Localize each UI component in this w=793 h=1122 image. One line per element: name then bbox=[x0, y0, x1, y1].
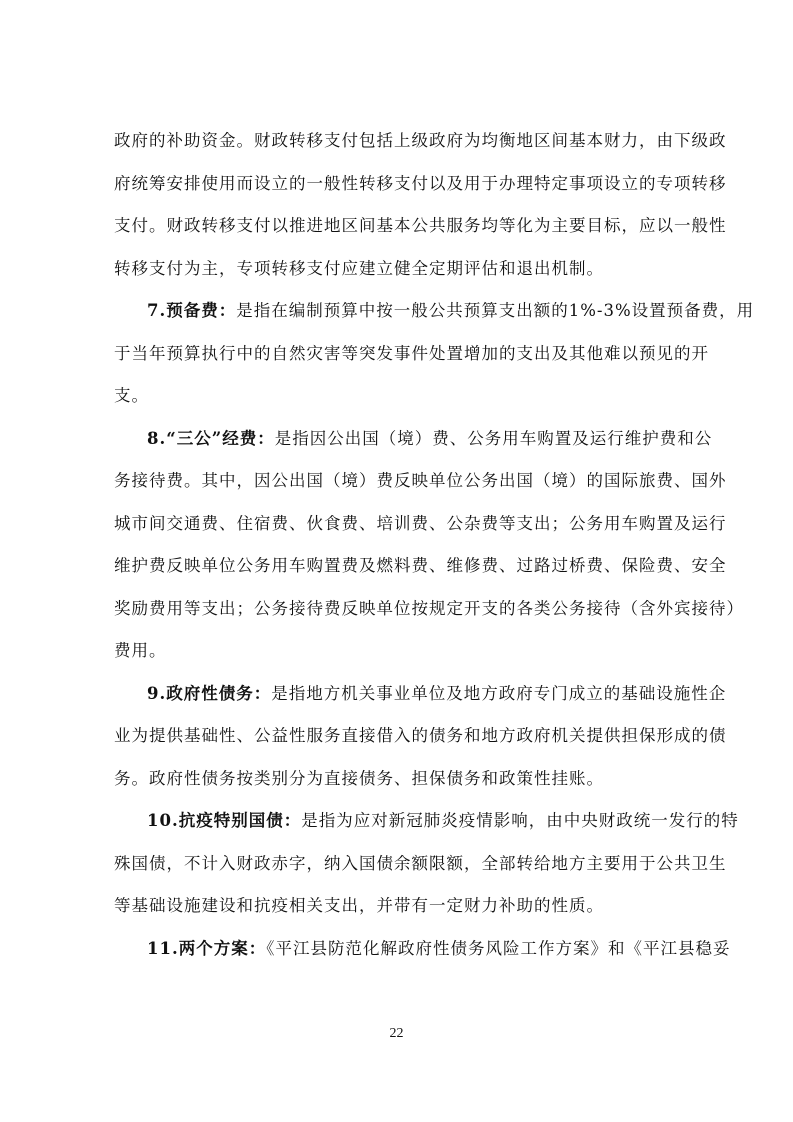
text-line bbox=[114, 545, 727, 588]
term-label: 7.预备费： bbox=[147, 301, 237, 320]
term-label: 11.两个方案： bbox=[147, 938, 267, 958]
line-text: 府统筹安排使用而设立的一般性转移支付以及用于办理特定事项设立的专项转移 bbox=[114, 173, 727, 193]
line-text: 务。政府性债务按类别分为直接债务、担保债务和政策性挂账。 bbox=[114, 768, 604, 788]
text-line bbox=[114, 715, 727, 758]
term-label: 10.抗疫特别国债： bbox=[147, 811, 302, 830]
text-line bbox=[114, 885, 680, 928]
text-line bbox=[114, 928, 731, 971]
text-line bbox=[114, 163, 727, 206]
text-line bbox=[114, 290, 755, 333]
line-text: 等基础设施建设和抗疫相关支出，并带有一定财力补助的性质。 bbox=[114, 896, 604, 915]
text-line bbox=[114, 333, 709, 376]
text-line bbox=[114, 460, 727, 503]
line-text: 于当年预算执行中的自然灾害等突发事件处置增加的支出及其他难以预见的开 bbox=[114, 343, 709, 363]
text-line bbox=[114, 758, 680, 801]
term-label: 9.政府性债务： bbox=[147, 683, 272, 703]
text-line bbox=[114, 205, 727, 248]
line-text: 政府的补助资金。财政转移支付包括上级政府为均衡地区间基本财力，由下级政 bbox=[114, 131, 727, 150]
line-text: 支付。财政转移支付以推进地区间基本公共服务均等化为主要目标，应以一般性 bbox=[114, 216, 727, 235]
text-line bbox=[114, 843, 727, 886]
line-text: 是指在编制预算中按一般公共预算支出额的1%-3%设置预备费，用 bbox=[236, 301, 755, 320]
text-line bbox=[114, 418, 713, 461]
line-text: 维护费反映单位公务用车购置费及燃料费、维修费、过路过桥费、保险费、安全 bbox=[114, 556, 727, 575]
text-line bbox=[114, 503, 727, 546]
paragraph bbox=[114, 120, 727, 290]
text-line bbox=[114, 120, 727, 163]
paragraph bbox=[114, 800, 739, 928]
paragraph bbox=[114, 290, 755, 418]
text-line bbox=[114, 673, 727, 716]
line-text: 业为提供基础性、公益性服务直接借入的债务和地方政府机关提供担保形成的债 bbox=[114, 726, 727, 745]
line-text: 务接待费。其中，因公出国（境）费反映单位公务出国（境）的国际旅费、国外 bbox=[114, 471, 727, 490]
paragraph bbox=[114, 673, 727, 801]
line-text: 《平江县防范化解政府性债务风险工作方案》和《平江县稳妥 bbox=[266, 938, 731, 958]
line-text: 转移支付为主，专项转移支付应建立健全定期评估和退出机制。 bbox=[114, 258, 604, 278]
line-text: 城市间交通费、住宿费、伙食费、培训费、公杂费等支出；公务用车购置及运行 bbox=[114, 513, 727, 533]
term-label: 8.“三公”经费： bbox=[147, 428, 275, 448]
line-text: 殊国债，不计入财政赤字，纳入国债余额限额，全部转给地方主要用于公共卫生 bbox=[114, 853, 727, 873]
text-line bbox=[114, 800, 739, 843]
text-line bbox=[114, 248, 680, 291]
line-text: 是指地方机关事业单位及地方政府专门成立的基础设施性企 bbox=[271, 683, 727, 703]
line-text: 支。 bbox=[114, 386, 149, 405]
line-text: 是指为应对新冠肺炎疫情影响，由中央财政统一发行的特 bbox=[301, 811, 739, 830]
page-number: 22 bbox=[389, 1026, 404, 1041]
document-body bbox=[114, 120, 755, 970]
line-text: 费用。 bbox=[114, 641, 167, 660]
paragraph bbox=[114, 928, 731, 971]
paragraph bbox=[114, 418, 744, 673]
line-text: 是指因公出国（境）费、公务用车购置及运行维护费和公 bbox=[274, 428, 713, 448]
text-line bbox=[114, 375, 680, 418]
text-line bbox=[114, 588, 744, 631]
line-text: 奖励费用等支出；公务接待费反映单位按规定开支的各类公务接待（含外宾接待） bbox=[114, 598, 744, 618]
text-line bbox=[114, 630, 680, 673]
